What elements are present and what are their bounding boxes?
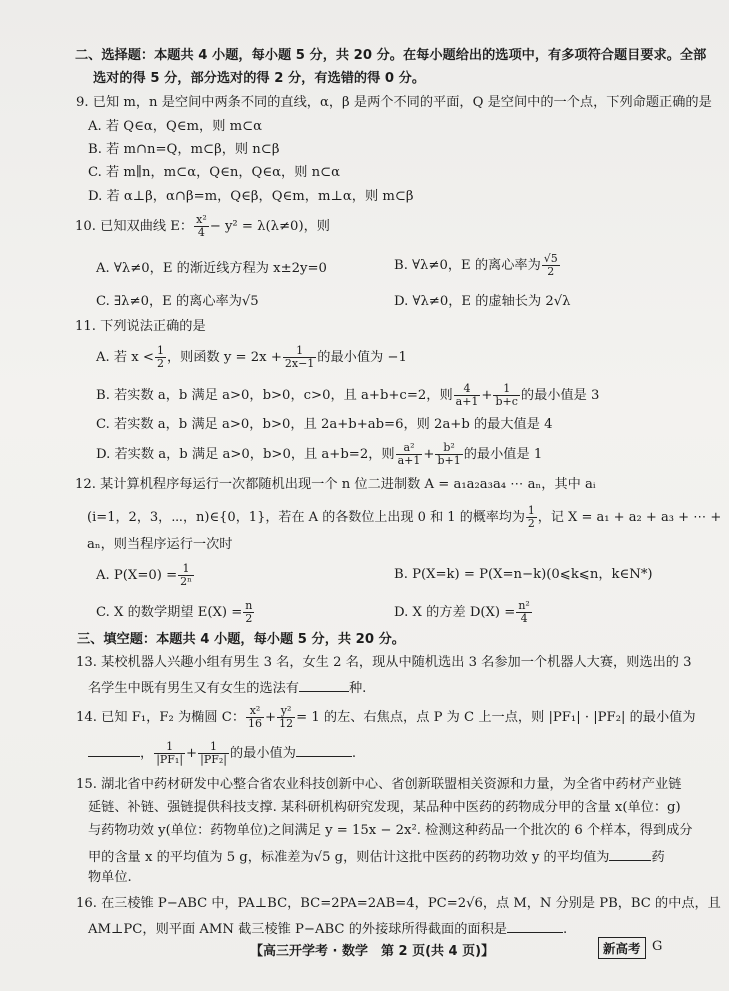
q13-answer-blank[interactable]: [299, 677, 349, 692]
q12-c-pre: C. X 的数学期望 E(X) =: [96, 605, 243, 620]
q14-pre: 14. 已知 F₁，F₂ 为椭圆 C：: [76, 710, 246, 725]
q12-option-d: [394, 600, 533, 625]
q11-b-plus: +: [481, 388, 493, 403]
q12-c-frac: [243, 600, 254, 625]
q9-option-c: C. 若 m∥n，m⊂α，Q∈n，Q∈α，则 n⊂α: [88, 165, 341, 180]
q12-option-c: [96, 600, 255, 625]
q9-option-b: B. 若 m∩n=Q，m⊂β，则 n⊂β: [88, 142, 280, 157]
q14-num2: y²: [277, 705, 295, 718]
q11-option-d: [96, 442, 542, 467]
q15-line2: 延链、补链、强链提供科技支撑. 某科研机构研究发现，某品种中医药的药物成分甲的含量 x(单位：g): [88, 800, 681, 815]
q13-line2-post: 种.: [349, 681, 367, 696]
q10-stem-pre: 10. 已知双曲线 E：: [75, 219, 194, 234]
q14-l2-end: .: [351, 746, 357, 761]
q12-line2-num: 1: [527, 504, 535, 517]
q9-option-d: D. 若 α⊥β，α∩β=m，Q∈β，Q∈m，m⊥α，则 m⊂β: [88, 189, 414, 204]
q15-line1: 15. 湖北省中药材研发中心整合省农业科技创新中心、省创新联盟相关资源和力量，为全省中药材产业链: [76, 777, 682, 792]
q12-d-frac: [516, 600, 532, 625]
q11-option-a: [96, 345, 407, 370]
q14-line2-frac1: [154, 741, 185, 766]
q11-d-plus: +: [423, 447, 435, 462]
q12-a-frac: [178, 563, 194, 588]
q14-l2-num2: 1: [198, 741, 229, 754]
q14-line1: [76, 705, 696, 730]
q12-d-pre: D. X 的方差 D(X) =: [394, 605, 516, 620]
q14-l2-den2: |PF₂|: [200, 753, 227, 766]
q11-b-post: 的最小值是 3: [520, 388, 600, 403]
q11-d-num1: a²: [396, 442, 423, 455]
section2-header-line1: 二、选择题：本题共 4 小题，每小题 5 分，共 20 分。在每小题给出的选项中，有多项符合题目要求。全部: [75, 48, 707, 63]
q11-a-num1: 1: [156, 344, 164, 357]
q11-a-pre: A. 若 x <: [96, 350, 154, 365]
q16-line2-end: .: [562, 922, 568, 937]
q16-line2-pre: AM⊥PC，则平面 AMN 截三棱锥 P−ABC 的外接球所得截面的面积是: [88, 922, 507, 937]
q11-a-frac1: [155, 345, 166, 370]
q12-line2: [87, 505, 721, 530]
q11-option-c: C. 若实数 a，b 满足 a>0，b>0，且 2a+b+ab=6，则 2a+b 的最大值是 4: [96, 417, 553, 432]
q15-line5: 物单位.: [88, 870, 132, 885]
q14-den1: 16: [248, 717, 263, 730]
q13-line1: 13. 某校机器人兴趣小组有男生 3 名，女生 2 名，现从中随机选出 3 名参加一个机器人大赛，则选出的 3: [76, 655, 692, 670]
q11-b-pre: B. 若实数 a，b 满足 a>0，b>0，c>0，且 a+b+c=2，则: [96, 388, 453, 403]
q14-l2-plus: +: [186, 746, 198, 761]
q12-d-num: n²: [518, 599, 530, 612]
q10-frac-num: x²: [196, 213, 207, 226]
q11-d-post: 的最小值是 1: [463, 447, 543, 462]
q12-line2-post: ，记 X = a₁ + a₂ + a₃ + ⋯ +: [537, 510, 722, 525]
q11-a-den1: 2: [156, 357, 164, 370]
q16-line1: 16. 在三棱锥 P−ABC 中，PA⊥BC，BC=2PA=2AB=4，PC=2√6，点 M，N 分别是 PB，BC 的中点，且: [76, 896, 721, 911]
q11-a-den2: 2x−1: [284, 357, 315, 370]
q14-l2-den1: |PF₁|: [156, 753, 184, 766]
q12-c-den: 2: [245, 612, 253, 625]
q14-den2: 12: [279, 717, 294, 730]
q9-stem: 9. 已知 m，n 是空间中两条不同的直线，α，β 是两个不同的平面，Q 是空间中的一个点，下列命题正确的是: [76, 95, 712, 110]
q12-line3: aₙ，则当程序运行一次时: [87, 537, 233, 552]
q13-line2-pre: 名学生中既有男生又有女生的选法有: [88, 681, 299, 696]
version-letter: G: [652, 939, 663, 954]
q11-d-frac1: [396, 442, 423, 467]
q16-line2: [88, 918, 567, 939]
q10-stem: [75, 214, 330, 239]
q11-b-den1: a+1: [455, 395, 479, 408]
q12-a-den: 2ⁿ: [180, 575, 192, 588]
q14-num1: x²: [246, 705, 264, 718]
q14-line2-frac2: [198, 741, 229, 766]
q14-l2-num1: 1: [154, 741, 185, 754]
q10-b-den: 2: [547, 265, 555, 278]
q10-option-c: C. ∃λ≠0，E 的离心率为√5: [96, 294, 259, 309]
q10-fraction: [194, 214, 209, 239]
q16-answer-blank[interactable]: [507, 918, 563, 933]
q11-d-den1: a+1: [397, 454, 421, 467]
q12-line1: 12. 某计算机程序每运行一次都随机出现一个 n 位二进制数 A = a₁a₂a₃a₄ ⋯ aₙ，其中 aᵢ: [75, 477, 596, 492]
section2-header-line2: 选对的得 5 分，部分选对的得 2 分，有选错的得 0 分。: [93, 71, 426, 86]
q12-d-den: 4: [520, 612, 528, 625]
q9-option-a: A. 若 Q∈α，Q∈m，则 m⊂α: [88, 119, 263, 134]
q14-l2-mid: 的最小值为: [229, 746, 296, 761]
gaokao-badge: 新高考: [598, 937, 646, 959]
q11-b-num1: 4: [454, 383, 481, 396]
q11-d-frac2: [435, 442, 462, 467]
q15-line3: 与药物功效 y(单位：药物单位)之间满足 y = 15x − 2x². 检测这种药品一个批次的 6 个样本，得到成分: [88, 823, 693, 838]
q10-frac-den: 4: [197, 226, 205, 239]
q10-option-b: [394, 253, 561, 278]
q14-post: = 1 的左、右焦点，点 P 为 C 上一点，则 |PF₁| · |PF₂| 的最小值为: [296, 710, 696, 725]
q14-line2: ， $\frac{1}{\text{|PF₁|}}$ + $\frac{1}{\text{|PF₂|}}$ 的最小值为 .: [88, 741, 356, 766]
page-footer: 【高三开学考 · 数学 第 2 页(共 4 页)】: [250, 944, 495, 959]
q15-line4-pre: 甲的含量 x 的平均值为 5 g，标准差为√5 g，则估计这批中医药的药物功效 y 的平均值为: [88, 850, 610, 865]
q10-b-num: √5: [543, 252, 558, 265]
q11-b-frac2: [493, 383, 519, 408]
q10-option-d: D. ∀λ≠0，E 的虚轴长为 2√λ: [394, 294, 571, 309]
q14-frac1: [246, 705, 264, 730]
q11-a-post: 的最小值为 −1: [317, 350, 407, 365]
q10-option-b-fraction: [542, 253, 560, 278]
q13-line2: [88, 677, 366, 698]
section3-header: 三、填空题：本题共 4 小题，每小题 5 分，共 20 分。: [77, 632, 405, 647]
q11-b-den2: b+c: [495, 395, 518, 408]
q12-line2-den: 2: [527, 517, 535, 530]
q14-plus: +: [265, 710, 277, 725]
q12-line2-frac: [526, 505, 537, 530]
q12-option-a: [96, 563, 195, 588]
q15-line4-post: 药: [651, 850, 665, 865]
q14-answer-blank-2[interactable]: [296, 742, 352, 757]
q11-a-num2: 1: [283, 345, 316, 358]
q12-a-num: 1: [178, 563, 194, 576]
q10-option-b-text: B. ∀λ≠0，E 的离心率为: [394, 258, 541, 273]
q11-d-den2: b+1: [437, 454, 461, 467]
q12-line2-pre: (i=1，2，3，⋯，n)∈{0，1}，若在 A 的各数位上出现 0 和 1 的概率均为: [87, 510, 525, 525]
q15-answer-blank[interactable]: [609, 846, 651, 861]
q14-frac2: [277, 705, 295, 730]
q11-d-num2: b²: [435, 442, 462, 455]
q11-a-frac2: [283, 345, 316, 370]
q15-line4: [88, 846, 665, 867]
q11-option-b: [96, 383, 599, 408]
q11-b-num2: 1: [493, 383, 519, 396]
q12-c-num: n: [245, 599, 253, 612]
q12-a-pre: A. P(X=0) =: [96, 568, 178, 583]
q12-option-b: B. P(X=k) = P(X=n−k)(0⩽k⩽n，k∈N*): [394, 567, 653, 582]
q10-option-a: A. ∀λ≠0，E 的渐近线方程为 x±2y=0: [96, 261, 327, 276]
q11-a-mid: ，则函数 y = 2x +: [166, 350, 282, 365]
q11-stem: 11. 下列说法正确的是: [75, 319, 206, 334]
q14-answer-blank-1[interactable]: [88, 742, 140, 757]
q11-d-pre: D. 若实数 a，b 满足 a>0，b>0，且 a+b=2，则: [96, 447, 395, 462]
q11-b-frac1: [454, 383, 481, 408]
q10-stem-post: − y² = λ(λ≠0)，则: [209, 219, 330, 234]
